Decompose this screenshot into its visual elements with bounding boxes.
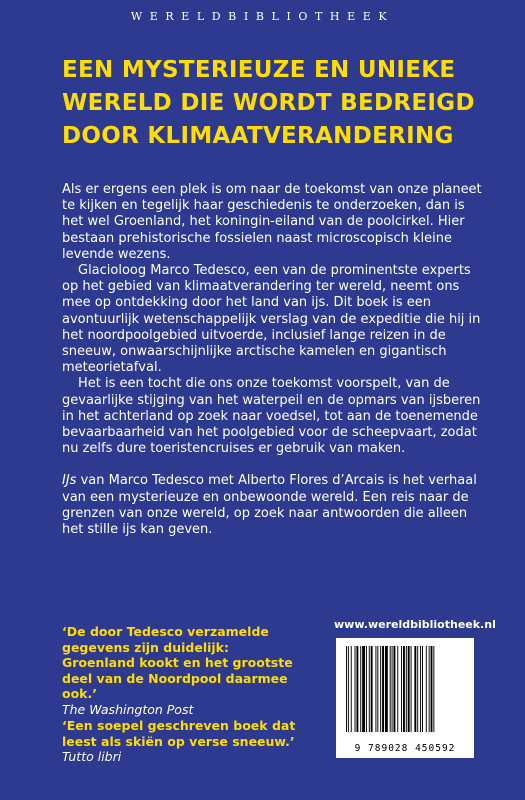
barcode-bar (411, 646, 412, 732)
barcode-bar (422, 646, 423, 732)
barcode (336, 638, 474, 758)
blurb-paragraph-3: Het is een tocht die ons onze toekomst voorspelt, van de gevaarlijke stijging van het waterpeil en de opmars van ijsberen in het achterland op zoek naar voedsel, tot aan de toenemende bevaarbaarheid van het poolgebied voor de scheepvaart, zodat nu zelfs dure toeristencruises er gebruik van maken. (62, 376, 481, 457)
book-title: IJs (62, 473, 77, 489)
barcode-bar (429, 646, 430, 732)
review-quote-1-source: The Washington Post (62, 701, 194, 717)
barcode-bar (394, 646, 396, 732)
barcode-bar (366, 646, 367, 732)
barcode-bar (382, 646, 384, 732)
barcode-bar (351, 646, 352, 732)
review-quote-2 (62, 718, 302, 765)
barcode-bar (417, 646, 418, 732)
barcode-bar (346, 646, 347, 732)
blurb-paragraph-2: Glacioloog Marco Tedesco, een van de prominentste experts op het gebied van klimaatverandering ter wereld, neemt ons mee op ontdekking door het land van ijs. Dit boek is een avontuurlijk wetenschappelijk verslag van de expeditie die hij in het noordpoolgebied uitvoerde, inclusief lange reizen in de sneeuw, onwaarschijnlijke arctische kamelen en gigantisch meteorietafval. (62, 263, 481, 376)
barcode-bar (371, 646, 373, 732)
barcode-bar (348, 646, 349, 732)
review-quote-2-text: ‘Een soepel geschreven boek dat leest als skiën op verse sneeuw.’ (62, 718, 296, 749)
barcode-bar (360, 646, 361, 732)
isbn-number: 9 789028 450592 (354, 743, 456, 754)
barcode-bar (433, 646, 434, 732)
barcode-bar (392, 646, 393, 732)
blurb-paragraph-4-text: van Marco Tedesco met Alberto Flores d’Arcais is het verhaal van een mysterieuze en onbewoonde wereld. Een reis naar de grenzen van onze wereld, op zoek naar antwoorden die alleen het stille ijs kan geven. (62, 473, 477, 538)
barcode-bar (408, 646, 410, 732)
headline (62, 54, 482, 153)
barcode-bar (369, 646, 370, 732)
barcode-bar (426, 646, 427, 732)
barcode-bar (377, 646, 378, 732)
barcode-bar (390, 646, 391, 732)
barcode-bar (362, 646, 365, 732)
headline-line-3: DOOR KLIMAATVERANDERING (62, 123, 454, 149)
barcode-bar (406, 646, 407, 732)
barcode-bar (401, 646, 402, 732)
barcode-bar (431, 646, 433, 732)
barcode-bar (397, 646, 398, 732)
barcode-bar (414, 646, 416, 732)
review-quote-1-text: ‘De door Tedesco verzamelde gegevens zijn duidelijk: Groenland kookt en het grootste deel van de Noordpool daarmee ook.’ (62, 624, 293, 702)
review-quote-1 (62, 624, 302, 718)
barcode-bar (355, 646, 356, 732)
blurb-paragraph-1: Als er ergens een plek is om naar de toekomst van onze planeet te kijken en tegelijk haar geschiedenis te onderzoeken, dan is het wel Groenland, het koningin-eiland van de poolcirkel. Hier bestaan prehistorische fossielen naast microscopisch kleine levende wezens. (62, 182, 482, 262)
headline-line-1: EEN MYSTERIEUZE EN UNIEKE (62, 57, 456, 83)
headline-line-2: WERELD DIE WORDT BEDREIGD (62, 90, 475, 116)
barcode-bars (344, 646, 466, 734)
barcode-bar (356, 646, 358, 732)
review-quote-2-source: Tutto libri (62, 749, 122, 765)
barcode-bar (385, 646, 388, 732)
barcode-bar (380, 646, 381, 732)
blurb (62, 182, 482, 538)
barcode-bar (420, 646, 421, 732)
barcode-bar (375, 646, 376, 732)
publisher-website[interactable]: www.wereldbibliotheek.nl (334, 618, 496, 631)
barcode-bar (403, 646, 405, 732)
blurb-paragraph-4 (62, 473, 482, 538)
publisher-name: WERELDBIBLIOTHEEK (130, 10, 395, 23)
